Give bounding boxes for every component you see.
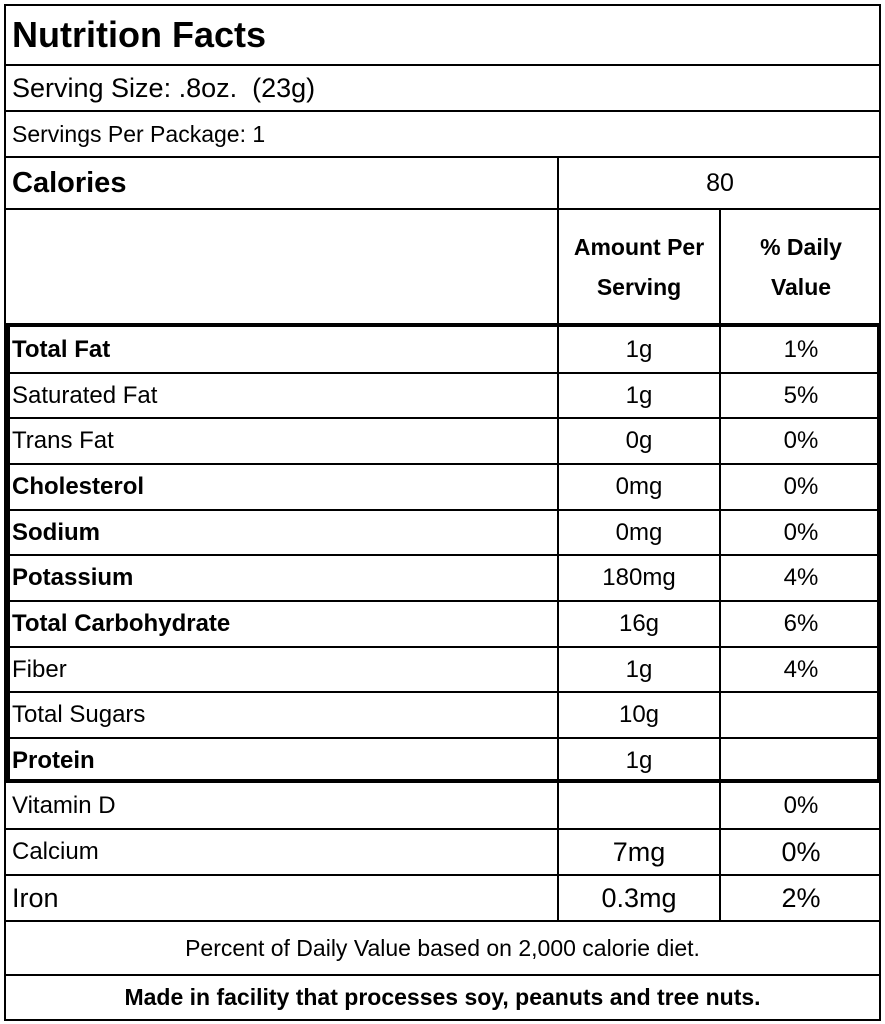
vitamin-amount <box>557 783 719 828</box>
nutrient-row <box>6 465 879 511</box>
vitamin-row <box>6 830 879 876</box>
allergen-statement: Made in facility that processes soy, peanuts and tree nuts. <box>124 984 761 1010</box>
vitamin-amount: 0.3mg <box>557 876 719 920</box>
nutrient-name: Sodium <box>12 518 100 546</box>
nutrient-amount: 10g <box>557 693 719 737</box>
nutrient-row <box>6 327 879 374</box>
nutrient-amount: 1g <box>557 739 719 783</box>
daily-value-footnote: Percent of Daily Value based on 2,000 calorie diet. <box>6 922 879 976</box>
nutrient-amount: 1g <box>557 374 719 417</box>
servings-per-package: Servings Per Package: 1 <box>12 120 266 147</box>
amount-per-serving-header: Amount Per Serving <box>573 233 705 300</box>
nutrient-amount: 16g <box>557 602 719 646</box>
nutrient-name: Total Sugars <box>12 701 146 728</box>
nutrient-name: Cholesterol <box>12 473 145 500</box>
nutrient-amount: 0g <box>557 419 719 463</box>
daily-value-header: % Daily Value <box>760 233 842 300</box>
nutrient-name: Potassium <box>12 564 134 591</box>
vitamin-row <box>6 876 879 922</box>
vitamin-name: Iron <box>12 882 59 913</box>
vitamin-amount: 7mg <box>557 830 719 874</box>
nutrient-daily-value: 1% <box>719 327 881 372</box>
nutrient-daily-value: 6% <box>719 602 881 646</box>
nutrient-amount: 180mg <box>557 556 719 600</box>
nutrient-row <box>6 374 879 419</box>
nutrient-name: Total Fat <box>12 335 111 363</box>
column-header-blank <box>6 210 557 323</box>
vitamin-name: Vitamin D <box>12 791 116 819</box>
calories-value: 80 <box>557 158 881 208</box>
vitamin-daily-value: 2% <box>719 876 881 920</box>
nutrition-facts-label <box>4 4 881 1021</box>
serving-size-row <box>6 66 879 112</box>
nutrient-row <box>6 556 879 602</box>
nutrient-row <box>6 511 879 556</box>
nutrient-amount: 1g <box>557 327 719 372</box>
column-header-row <box>6 210 879 325</box>
serving-size: Serving Size: .8oz. (23g) <box>12 72 316 103</box>
vitamin-daily-value: 0% <box>719 783 881 828</box>
calories-row <box>6 158 879 210</box>
vitamin-row <box>6 783 879 830</box>
nutrient-daily-value: 4% <box>719 648 881 691</box>
vitamin-daily-value: 0% <box>719 830 881 874</box>
nutrient-row <box>6 693 879 739</box>
nutrient-name: Total Carbohydrate <box>12 610 231 637</box>
nutrient-daily-value <box>719 739 881 783</box>
daily-value-header-cell <box>719 210 881 323</box>
nutrient-row <box>6 739 879 783</box>
nutrient-row <box>6 602 879 648</box>
nutrient-name: Trans Fat <box>12 427 114 454</box>
calories-label: Calories <box>12 166 127 199</box>
nutrient-name: Saturated Fat <box>12 381 158 409</box>
amount-header-cell <box>557 210 719 323</box>
title-row <box>6 6 879 66</box>
nutrient-daily-value: 4% <box>719 556 881 600</box>
nutrient-row <box>6 419 879 465</box>
nutrient-row <box>6 648 879 693</box>
nutrient-name: Protein <box>12 747 95 774</box>
vitamin-name: Calcium <box>12 838 99 865</box>
servings-row <box>6 112 879 158</box>
nutrient-daily-value: 0% <box>719 465 881 509</box>
label-title: Nutrition Facts <box>12 14 267 55</box>
nutrient-amount: 0mg <box>557 465 719 509</box>
nutrient-name: Fiber <box>12 655 67 683</box>
nutrient-amount: 1g <box>557 648 719 691</box>
nutrient-amount: 0mg <box>557 511 719 554</box>
nutrient-daily-value: 5% <box>719 374 881 417</box>
nutrient-daily-value: 0% <box>719 419 881 463</box>
nutrient-daily-value <box>719 693 881 737</box>
nutrient-daily-value: 0% <box>719 511 881 554</box>
